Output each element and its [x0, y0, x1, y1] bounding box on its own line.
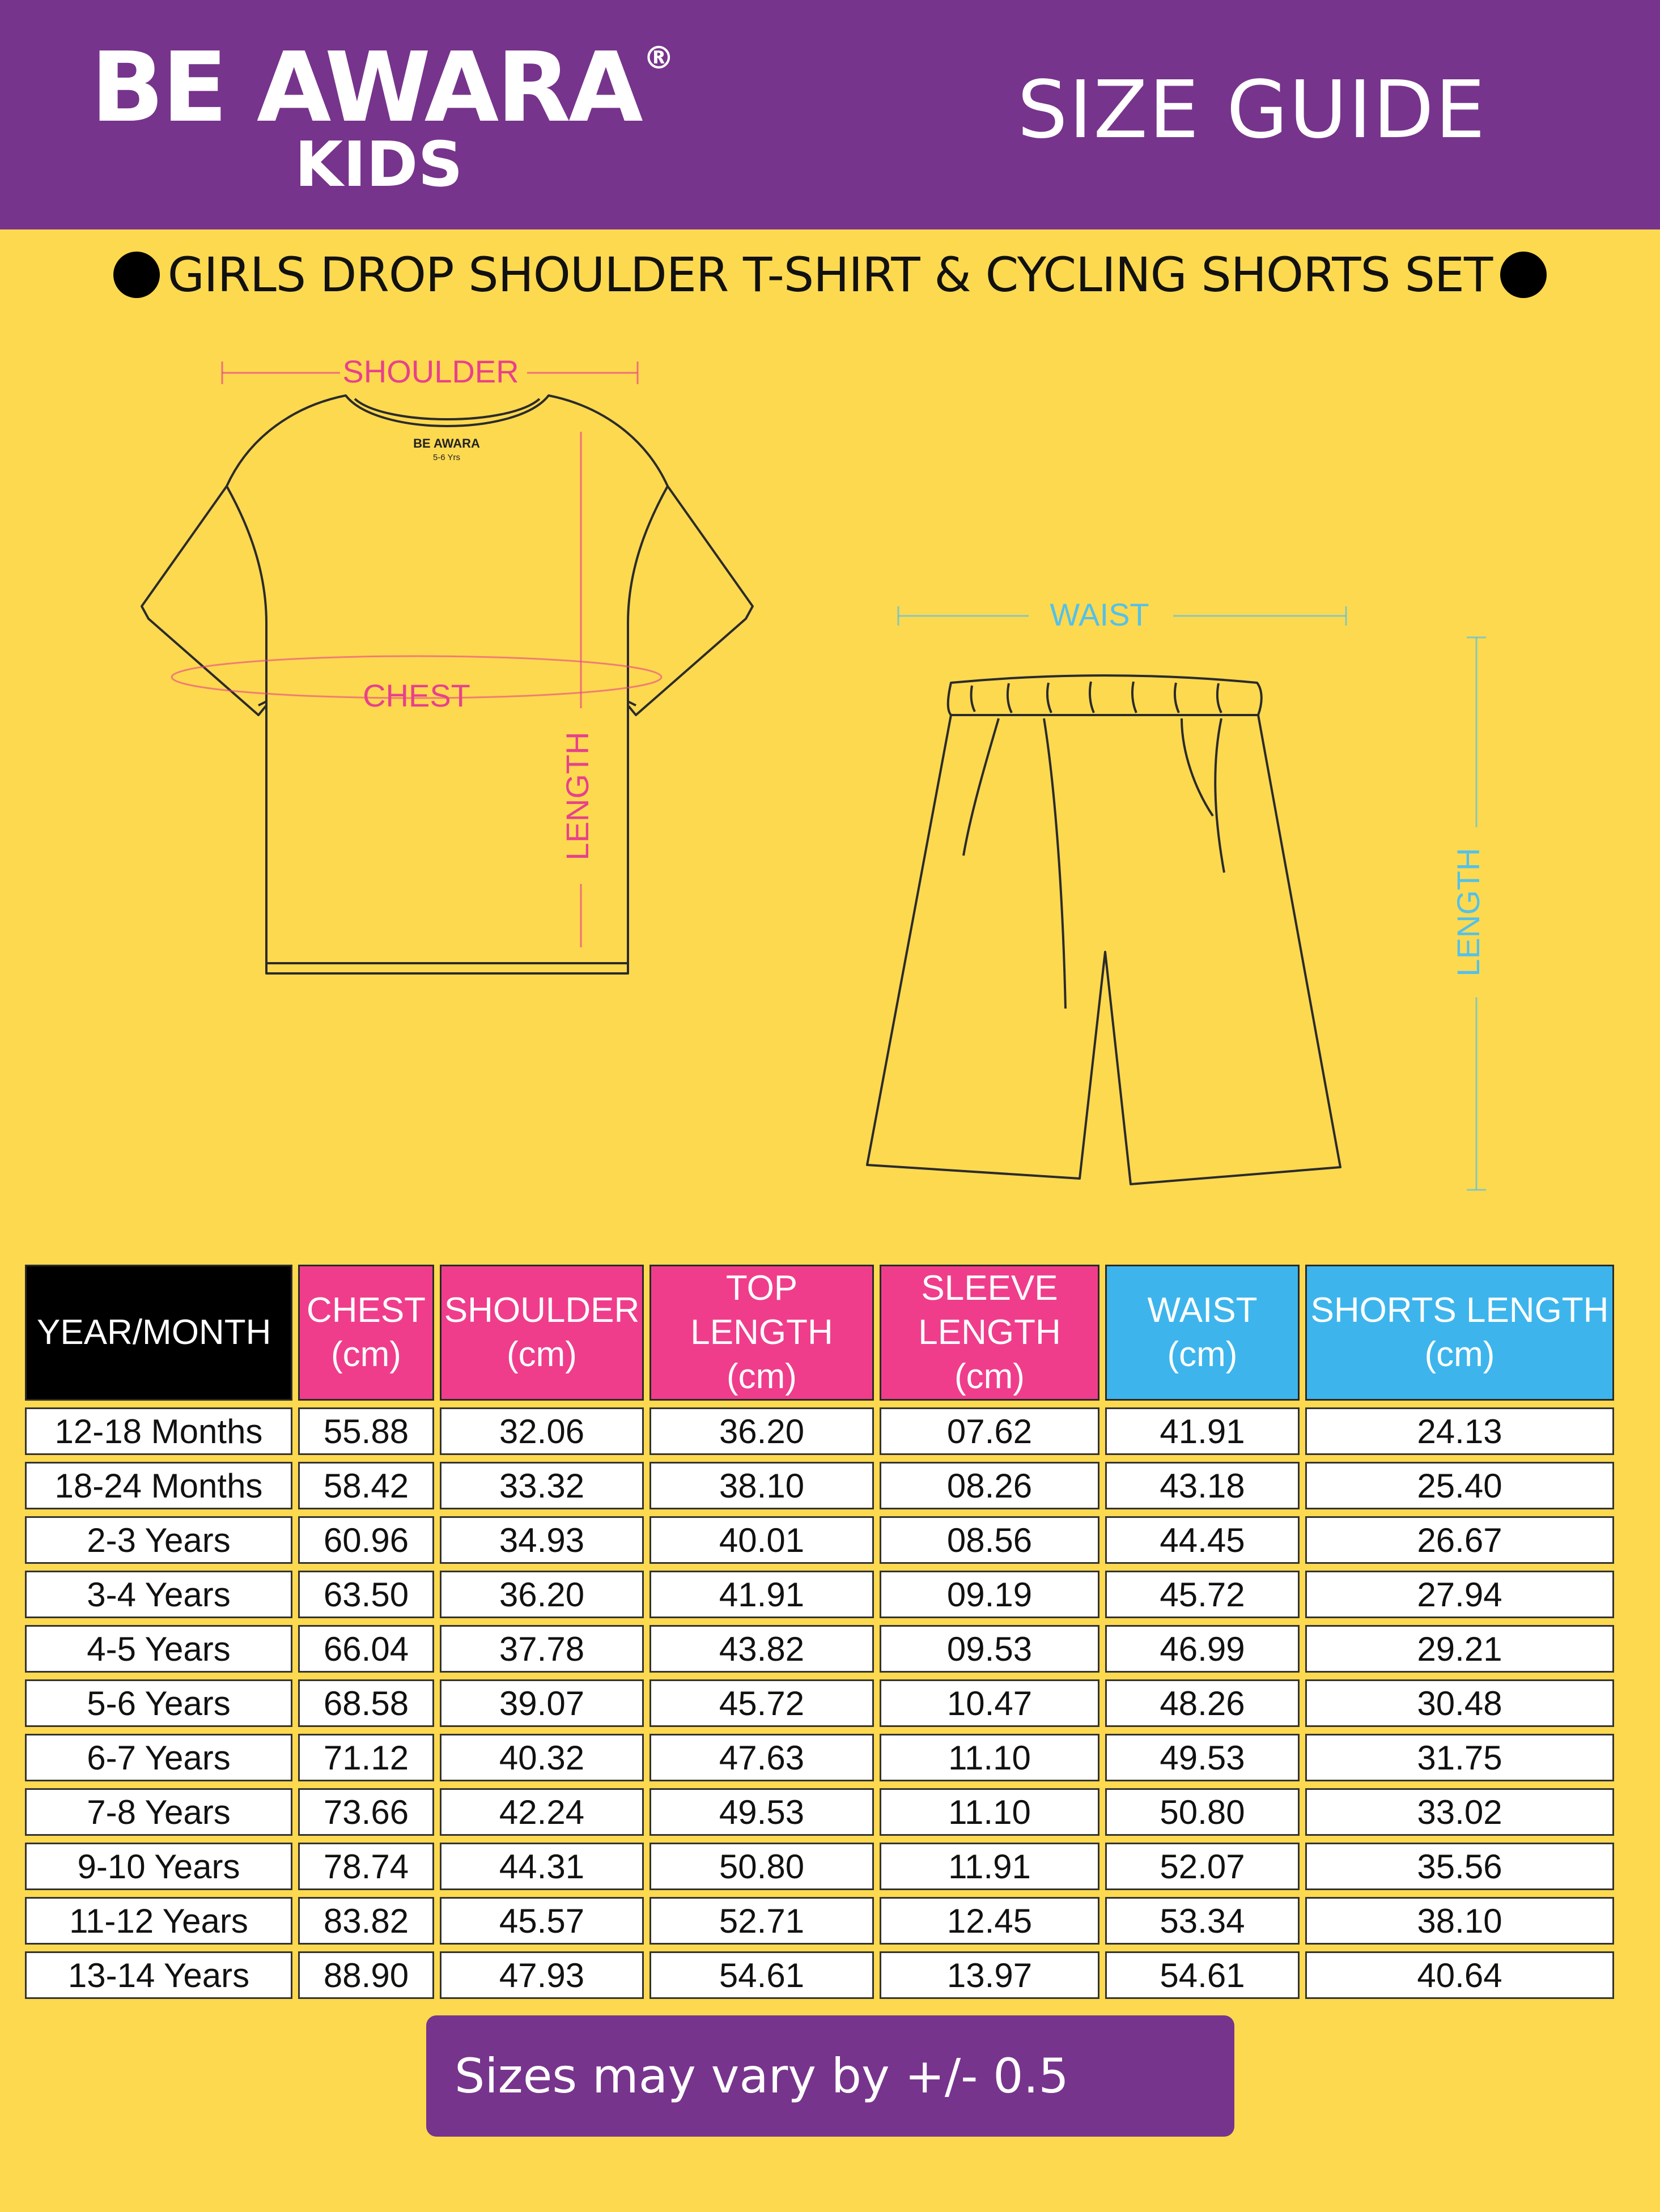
top-length-cell: 47.63 — [649, 1734, 874, 1781]
chest-cell: 60.96 — [298, 1516, 434, 1564]
product-subtitle — [0, 244, 1660, 306]
top-length-cell: 52.71 — [649, 1897, 874, 1945]
sleeve-length-cell: 13.97 — [880, 1951, 1099, 1999]
shorts-length-cell: 40.64 — [1305, 1951, 1614, 1999]
top-length-cell: 36.20 — [649, 1407, 874, 1455]
shoulder-cell: 32.06 — [440, 1407, 644, 1455]
top-length-cell: 41.91 — [649, 1571, 874, 1618]
header-chest — [298, 1265, 434, 1401]
top-length-cell: 49.53 — [649, 1788, 874, 1836]
header-line2: (cm) — [1167, 1335, 1238, 1374]
table-row — [25, 1679, 1614, 1727]
shorts-length-cell: 26.67 — [1305, 1516, 1614, 1564]
page-title: SIZE GUIDE — [1017, 64, 1487, 156]
shorts-length-cell: 33.02 — [1305, 1788, 1614, 1836]
waist-cell: 52.07 — [1105, 1843, 1300, 1890]
sleeve-length-cell: 10.47 — [880, 1679, 1099, 1727]
shorts-length-cell: 27.94 — [1305, 1571, 1614, 1618]
table-row — [25, 1462, 1614, 1509]
waist-cell: 41.91 — [1105, 1407, 1300, 1455]
header-year-month — [25, 1265, 292, 1401]
top-length-cell: 54.61 — [649, 1951, 874, 1999]
top-length-cell: 50.80 — [649, 1843, 874, 1890]
chest-cell: 88.90 — [298, 1951, 434, 1999]
sleeve-length-cell: 11.91 — [880, 1843, 1099, 1890]
age-cell: 4-5 Years — [25, 1625, 292, 1673]
chest-cell: 68.58 — [298, 1679, 434, 1727]
shoulder-cell: 34.93 — [440, 1516, 644, 1564]
chest-cell: 71.12 — [298, 1734, 434, 1781]
age-cell: 2-3 Years — [25, 1516, 292, 1564]
chest-cell: 73.66 — [298, 1788, 434, 1836]
shorts-length-cell: 31.75 — [1305, 1734, 1614, 1781]
waist-cell: 44.45 — [1105, 1516, 1300, 1564]
header-line1: CHEST — [306, 1291, 426, 1330]
shoulder-cell: 37.78 — [440, 1625, 644, 1673]
shoulder-label: SHOULDER — [342, 354, 519, 389]
waist-cell: 46.99 — [1105, 1625, 1300, 1673]
shorts-illustration — [867, 675, 1340, 1184]
top-length-cell: 43.82 — [649, 1625, 874, 1673]
age-cell: 11-12 Years — [25, 1897, 292, 1945]
bullet-dot-right — [1500, 252, 1547, 298]
tshirt-length-label: LENGTH — [559, 731, 595, 861]
shoulder-cell: 45.57 — [440, 1897, 644, 1945]
header-line2: (cm) — [507, 1335, 577, 1374]
age-cell: 12-18 Months — [25, 1407, 292, 1455]
sleeve-length-cell: 09.53 — [880, 1625, 1099, 1673]
waist-cell: 49.53 — [1105, 1734, 1300, 1781]
age-cell: 6-7 Years — [25, 1734, 292, 1781]
header-line1: SHORTS LENGTH — [1310, 1291, 1609, 1330]
table-header-row — [25, 1265, 1614, 1401]
brand-logo — [91, 32, 672, 144]
waist-cell: 50.80 — [1105, 1788, 1300, 1836]
sleeve-length-cell: 12.45 — [880, 1897, 1099, 1945]
shoulder-cell: 44.31 — [440, 1843, 644, 1890]
table-row — [25, 1951, 1614, 1999]
size-variance-note: Sizes may vary by +/- 0.5 — [426, 2015, 1234, 2137]
brand-sub: KIDS — [295, 128, 463, 201]
shoulder-cell: 33.32 — [440, 1462, 644, 1509]
product-title: GIRLS DROP SHOULDER T-SHIRT & CYCLING SHORTS SET — [167, 247, 1493, 303]
header-line1: SHOULDER — [444, 1291, 640, 1330]
table-row — [25, 1516, 1614, 1564]
tshirt-tag-line1: BE AWARA — [413, 436, 480, 450]
age-cell: 9-10 Years — [25, 1843, 292, 1890]
table-row — [25, 1788, 1614, 1836]
table-row — [25, 1407, 1614, 1455]
sleeve-length-cell: 11.10 — [880, 1734, 1099, 1781]
waist-cell: 43.18 — [1105, 1462, 1300, 1509]
shorts-length-cell: 24.13 — [1305, 1407, 1614, 1455]
header-banner — [0, 0, 1660, 229]
header-shorts-length — [1305, 1265, 1614, 1401]
header-shoulder — [440, 1265, 644, 1401]
waist-cell: 54.61 — [1105, 1951, 1300, 1999]
chest-cell: 58.42 — [298, 1462, 434, 1509]
top-length-cell: 38.10 — [649, 1462, 874, 1509]
age-cell: 18-24 Months — [25, 1462, 292, 1509]
header-line1: TOP LENGTH — [690, 1269, 833, 1352]
brand-name: BE AWARA — [91, 32, 641, 144]
age-cell: 13-14 Years — [25, 1951, 292, 1999]
sleeve-length-cell: 08.56 — [880, 1516, 1099, 1564]
top-length-cell: 45.72 — [649, 1679, 874, 1727]
waist-cell: 45.72 — [1105, 1571, 1300, 1618]
shoulder-cell: 36.20 — [440, 1571, 644, 1618]
size-table-body — [25, 1407, 1614, 1999]
header-top-length — [649, 1265, 874, 1401]
shorts-length-cell: 25.40 — [1305, 1462, 1614, 1509]
shorts-length-cell: 35.56 — [1305, 1843, 1614, 1890]
shorts-length-cell: 38.10 — [1305, 1897, 1614, 1945]
chest-cell: 55.88 — [298, 1407, 434, 1455]
header-line2: (cm) — [727, 1357, 797, 1396]
sleeve-length-cell: 08.26 — [880, 1462, 1099, 1509]
header-line1: WAIST — [1147, 1291, 1258, 1330]
registered-mark: ® — [643, 40, 672, 76]
size-table — [19, 1258, 1620, 2006]
shorts-length-label: LENGTH — [1450, 848, 1486, 977]
age-cell: 7-8 Years — [25, 1788, 292, 1836]
sleeve-length-cell: 11.10 — [880, 1788, 1099, 1836]
shoulder-cell: 40.32 — [440, 1734, 644, 1781]
header-line2: (cm) — [1424, 1335, 1495, 1374]
bullet-dot-left — [113, 252, 160, 298]
header-line2: (cm) — [331, 1335, 401, 1374]
shoulder-cell: 42.24 — [440, 1788, 644, 1836]
chest-cell: 63.50 — [298, 1571, 434, 1618]
table-row — [25, 1897, 1614, 1945]
sleeve-length-cell: 09.19 — [880, 1571, 1099, 1618]
header-line1: SLEEVE LENGTH — [918, 1269, 1061, 1352]
table-row — [25, 1625, 1614, 1673]
header-line2: (cm) — [954, 1357, 1025, 1396]
sleeve-length-cell: 07.62 — [880, 1407, 1099, 1455]
shoulder-cell: 47.93 — [440, 1951, 644, 1999]
age-cell: 5-6 Years — [25, 1679, 292, 1727]
garment-diagram — [0, 317, 1660, 1201]
tshirt-tag-line2: 5-6 Yrs — [432, 453, 461, 462]
top-length-cell: 40.01 — [649, 1516, 874, 1564]
header-sleeve-length — [880, 1265, 1099, 1401]
table-row — [25, 1843, 1614, 1890]
chest-cell: 78.74 — [298, 1843, 434, 1890]
shoulder-cell: 39.07 — [440, 1679, 644, 1727]
chest-cell: 83.82 — [298, 1897, 434, 1945]
table-row — [25, 1734, 1614, 1781]
chest-cell: 66.04 — [298, 1625, 434, 1673]
shorts-length-cell: 30.48 — [1305, 1679, 1614, 1727]
chest-label: CHEST — [363, 678, 470, 713]
header-line1: YEAR/MONTH — [37, 1313, 271, 1352]
age-cell: 3-4 Years — [25, 1571, 292, 1618]
shorts-length-cell: 29.21 — [1305, 1625, 1614, 1673]
waist-cell: 53.34 — [1105, 1897, 1300, 1945]
table-row — [25, 1571, 1614, 1618]
waist-cell: 48.26 — [1105, 1679, 1300, 1727]
header-waist — [1105, 1265, 1300, 1401]
waist-label: WAIST — [1050, 597, 1149, 632]
